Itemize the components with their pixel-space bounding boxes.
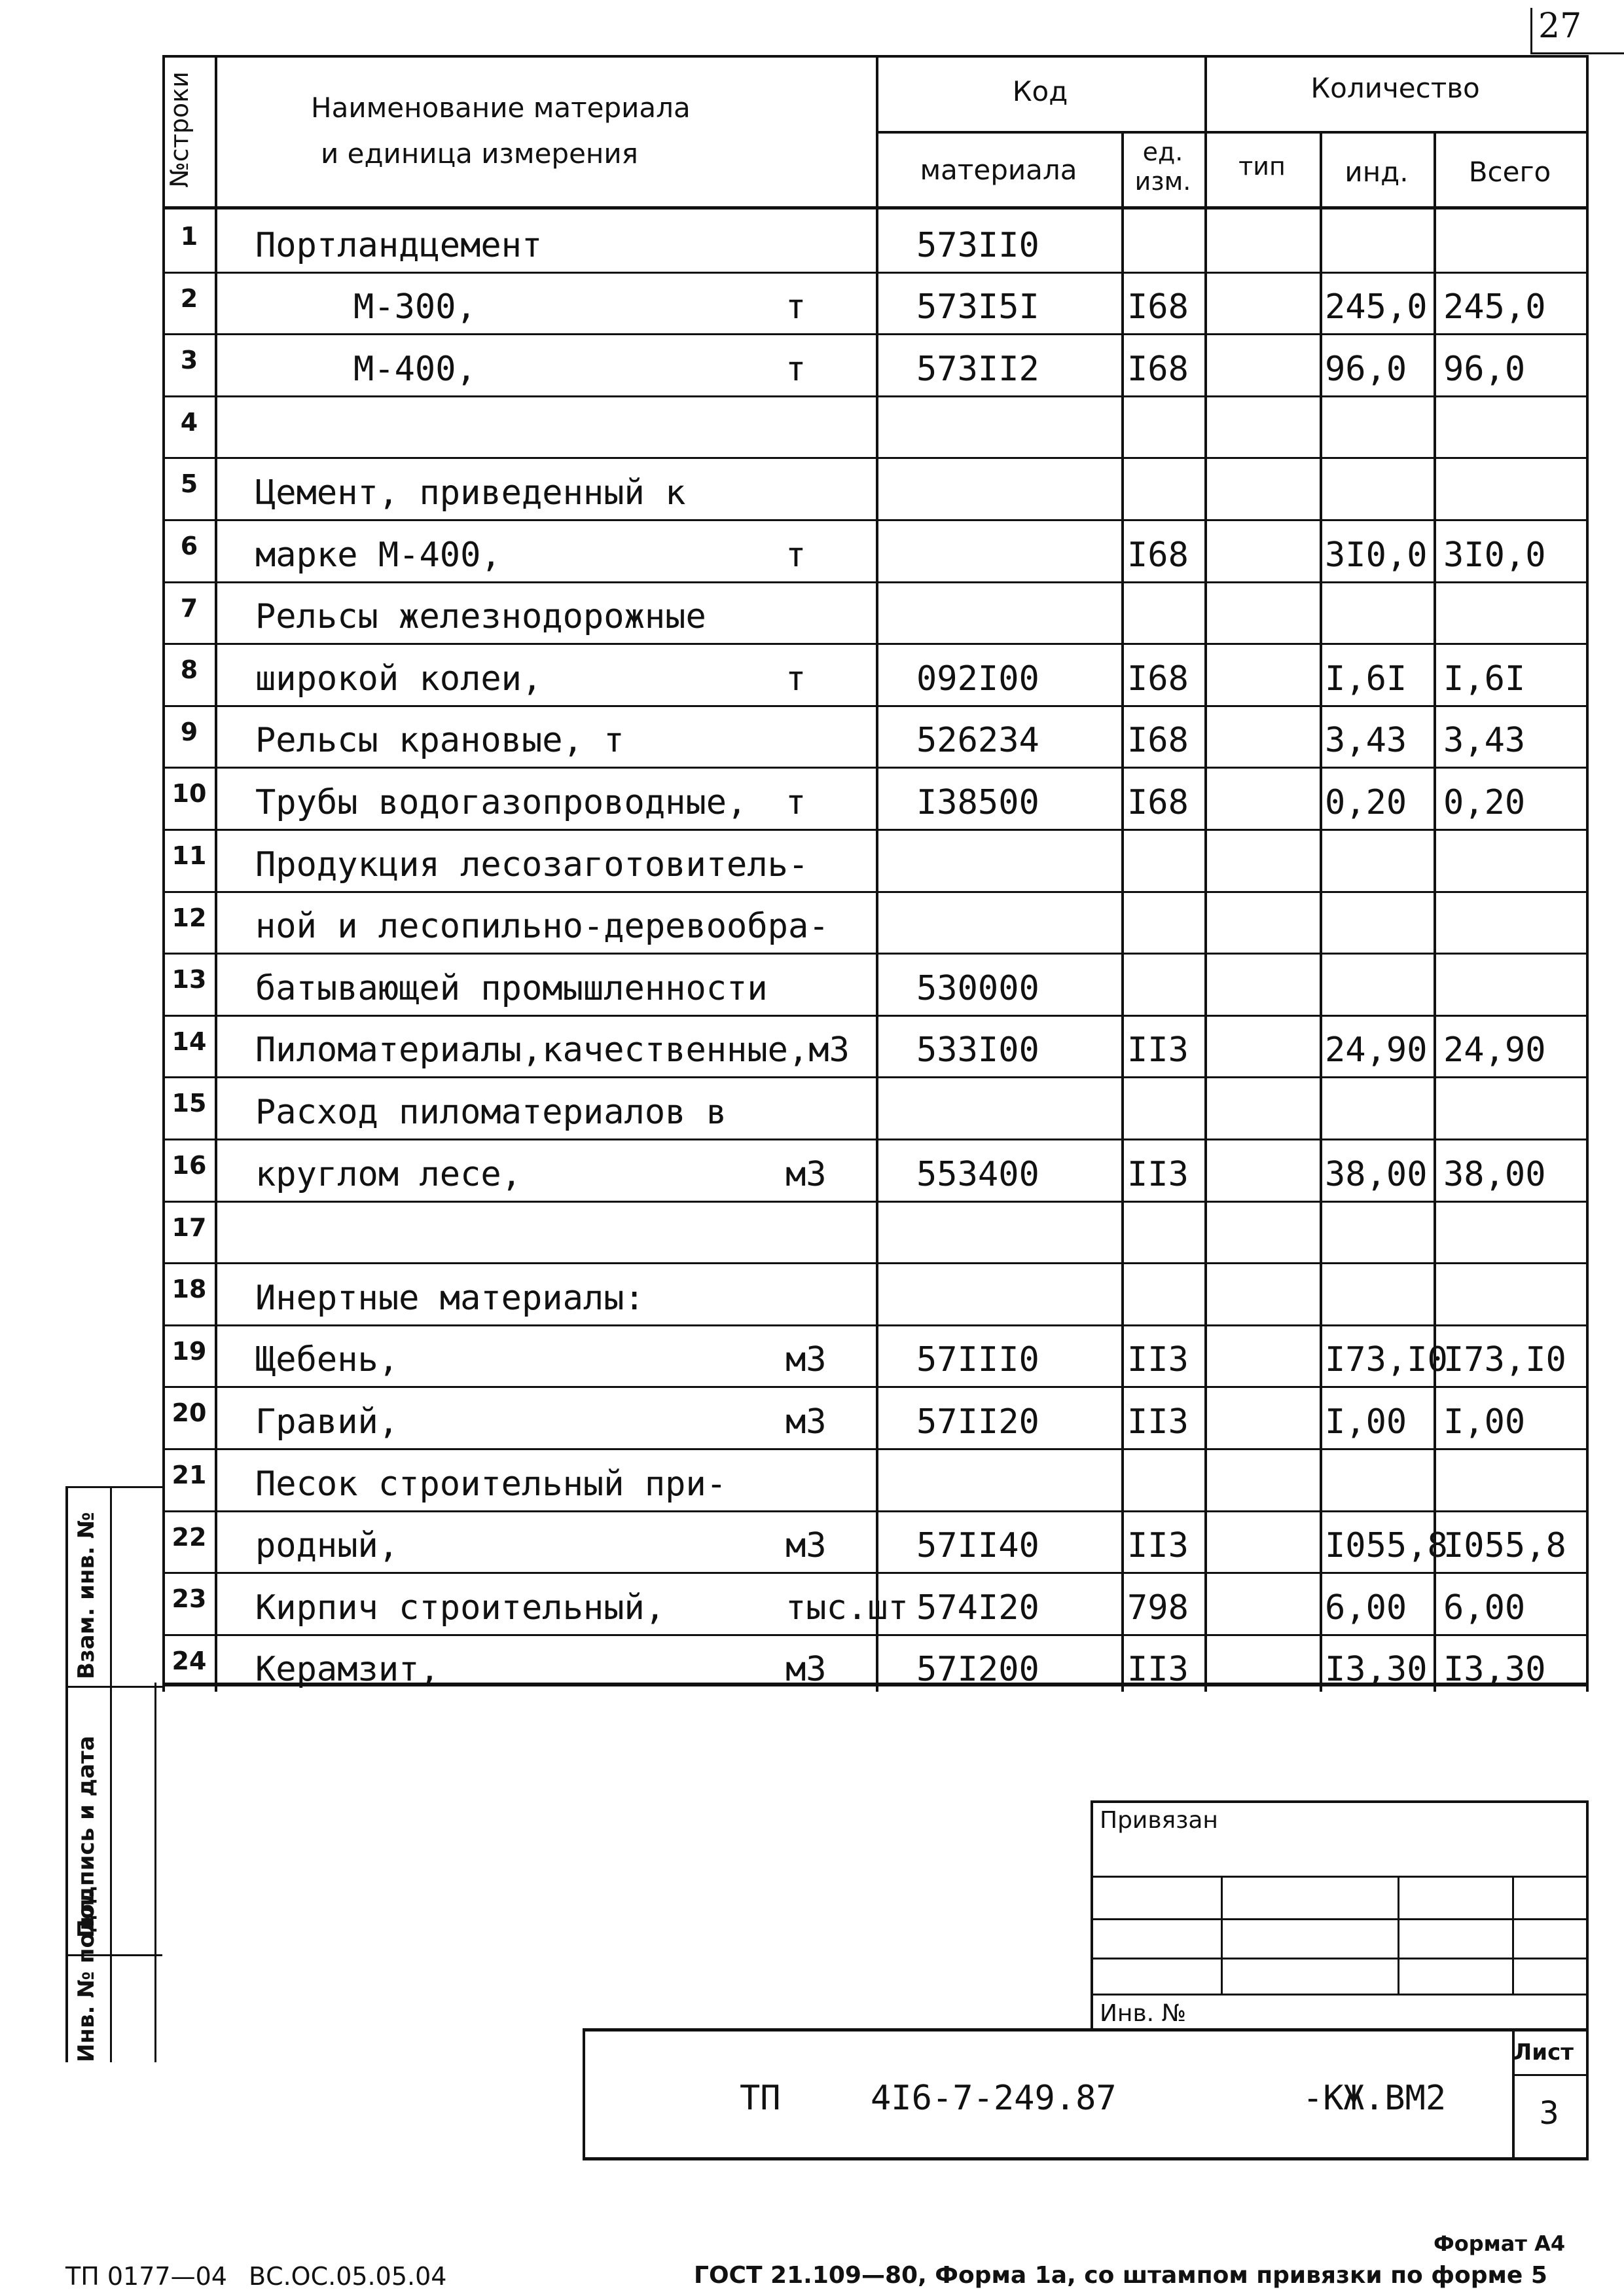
material-unit-name: т	[785, 783, 806, 822]
quantity-total: 24,90	[1443, 1030, 1546, 1070]
material-code: 526234	[916, 721, 1039, 761]
row-divider	[162, 1139, 1589, 1140]
row-number: 21	[171, 1461, 207, 1489]
row-number: 2	[180, 283, 198, 313]
quantity-total: 6,00	[1443, 1588, 1526, 1628]
row-divider	[162, 767, 1589, 769]
unit-header-line1: ед.	[1142, 137, 1183, 166]
material-unit-name: м3	[785, 1402, 827, 1442]
doc-code: 4I6-7-249.87	[871, 2079, 1117, 2118]
row-divider	[162, 1510, 1589, 1512]
material-code: 57II40	[916, 1526, 1039, 1566]
row-number: 10	[171, 779, 207, 809]
material-name: Трубы водогазопроводные,	[255, 783, 748, 822]
material-name: Цемент, приведенный к	[255, 473, 686, 513]
row-number: 7	[180, 593, 198, 623]
material-name: Пиломатериалы,качественные,м3	[255, 1030, 850, 1070]
quantity-ind: 24,90	[1325, 1030, 1428, 1070]
row-divider	[162, 705, 1589, 707]
material-code: 57II20	[916, 1402, 1039, 1442]
row-divider	[162, 519, 1589, 521]
row-number: 22	[171, 1522, 207, 1552]
ind-header: инд.	[1344, 156, 1409, 188]
row-divider	[162, 953, 1589, 955]
row-number-header: №строки	[165, 71, 194, 188]
material-unit-name: м3	[785, 1154, 827, 1194]
unit-code: I68	[1127, 721, 1189, 761]
row-divider	[162, 1324, 1589, 1326]
material-name: Гравий,	[255, 1402, 399, 1442]
material-code: 57I200	[916, 1650, 1039, 1690]
unit-code: II3	[1127, 1650, 1189, 1690]
row-number: 17	[171, 1212, 207, 1242]
row-divider	[162, 581, 1589, 583]
material-code: I38500	[916, 783, 1039, 822]
unit-code: II3	[1127, 1030, 1189, 1070]
unit-code: I68	[1127, 783, 1189, 822]
row-number: 1	[180, 222, 198, 251]
material-unit-name: т	[785, 659, 806, 699]
row-number: 18	[171, 1275, 207, 1304]
material-code: 530000	[916, 968, 1039, 1008]
quantity-total: I,6I	[1443, 659, 1526, 699]
material-code: 553400	[916, 1154, 1039, 1194]
quantity-ind: 96,0	[1325, 349, 1407, 389]
row-divider	[162, 1262, 1589, 1264]
material-name: Щебень,	[255, 1340, 399, 1380]
quantity-ind: I055,8	[1325, 1526, 1448, 1566]
row-divider	[162, 1076, 1589, 1078]
unit-code: 798	[1127, 1588, 1189, 1628]
row-number: 24	[171, 1646, 207, 1675]
material-unit-name: м3	[785, 1340, 827, 1380]
row-number: 11	[171, 841, 207, 870]
unit-code: II3	[1127, 1340, 1189, 1380]
quantity-total: 245,0	[1443, 287, 1546, 327]
row-number: 13	[171, 965, 207, 994]
row-divider	[162, 829, 1589, 831]
material-unit-name: м3	[785, 1526, 827, 1566]
sheet-number: 3	[1539, 2095, 1559, 2132]
row-number: 12	[171, 903, 207, 932]
quantity-ind: I,00	[1325, 1402, 1407, 1442]
material-name: марке М-400,	[255, 535, 501, 575]
quantity-total: 0,20	[1443, 783, 1526, 822]
quantity-total: I3,30	[1443, 1650, 1546, 1690]
sheet-label: Лист	[1513, 2039, 1574, 2066]
row-number: 5	[180, 469, 198, 499]
material-name: Керамзит,	[255, 1650, 440, 1690]
quantity-total: 96,0	[1443, 349, 1526, 389]
material-name: Рельсы крановые, т	[255, 721, 624, 761]
row-number: 14	[171, 1027, 207, 1056]
row-divider	[162, 395, 1589, 397]
quantity-ind: 6,00	[1325, 1588, 1407, 1628]
total-header: Всего	[1468, 156, 1551, 188]
footer-left-code: ТП 0177—04	[65, 2262, 227, 2291]
material-code: 574I20	[916, 1588, 1039, 1628]
row-divider	[162, 1572, 1589, 1574]
inv-no-label: Инв. №	[1100, 2000, 1187, 2027]
material-code: 573II0	[916, 225, 1039, 265]
unit-code: I68	[1127, 659, 1189, 699]
material-code: 533I00	[916, 1030, 1039, 1070]
quantity-total: 38,00	[1443, 1154, 1546, 1194]
row-number: 9	[180, 717, 198, 746]
material-name: Кирпич строительный,	[255, 1588, 666, 1628]
page-number-rule-v	[1530, 8, 1532, 54]
side-stamp-inv: Инв. № подл.	[73, 1889, 99, 2062]
row-divider	[162, 272, 1589, 274]
material-code: 573I5I	[916, 287, 1039, 327]
quantity-ind: 38,00	[1325, 1154, 1428, 1194]
material-code: 092I00	[916, 659, 1039, 699]
material-name: Рельсы железнодорожные	[255, 597, 706, 637]
row-number: 3	[180, 346, 198, 375]
format-label: Формат А4	[1434, 2231, 1566, 2256]
unit-code: II3	[1127, 1526, 1189, 1566]
page-number-rule	[1530, 52, 1624, 54]
unit-header-line2: изм.	[1134, 167, 1191, 196]
row-divider	[162, 1634, 1589, 1636]
footer-left-series: ВС.ОС.05.05.04	[249, 2262, 447, 2291]
quantity-ind: 3,43	[1325, 721, 1407, 761]
side-stamp-podpis: Подпись и дата	[73, 1736, 99, 1938]
row-number: 6	[180, 532, 198, 560]
code-header: Код	[1012, 75, 1068, 107]
row-number: 20	[171, 1398, 207, 1428]
material-name: М-400,	[353, 349, 477, 389]
unit-code: I68	[1127, 535, 1189, 575]
unit-code: II3	[1127, 1402, 1189, 1442]
material-name: батывающей промышленности	[255, 968, 768, 1008]
quantity-total: I,00	[1443, 1402, 1526, 1442]
material-unit-name: тыс.шт	[785, 1588, 909, 1628]
page-number: 27	[1538, 7, 1582, 46]
doc-suffix: -КЖ.ВМ2	[1303, 2079, 1447, 2118]
quantity-ind: I,6I	[1325, 659, 1407, 699]
material-unit-name: т	[785, 535, 806, 575]
material-code: 57III0	[916, 1340, 1039, 1380]
material-name: ной и лесопильно-деревообра-	[255, 907, 829, 947]
side-stamp-vzam: Взам. инв. №	[73, 1512, 99, 1679]
material-name: Расход пиломатериалов в	[255, 1093, 727, 1132]
row-divider	[162, 457, 1589, 459]
material-unit-name: т	[785, 349, 806, 389]
material-code-header: материала	[920, 154, 1077, 186]
material-name: Песок строительный при-	[255, 1464, 727, 1504]
row-divider	[162, 1386, 1589, 1388]
row-divider	[162, 1015, 1589, 1017]
material-name: Продукция лесозаготовитель-	[255, 845, 809, 884]
quantity-ind: 0,20	[1325, 783, 1407, 822]
unit-code: II3	[1127, 1154, 1189, 1194]
material-unit-name: м3	[785, 1650, 827, 1690]
unit-code: I68	[1127, 349, 1189, 389]
material-name: Инертные материалы:	[255, 1278, 645, 1318]
row-number: 15	[171, 1089, 207, 1118]
quantity-ind: I3,30	[1325, 1650, 1428, 1690]
row-number: 23	[171, 1584, 207, 1614]
quantity-ind: I73,I0	[1325, 1340, 1448, 1380]
material-name: широкой колеи,	[255, 659, 543, 699]
quantity-total: 3I0,0	[1443, 535, 1546, 575]
row-divider	[162, 333, 1589, 335]
type-header: тип	[1238, 152, 1286, 181]
row-divider	[162, 1448, 1589, 1450]
row-divider	[162, 1201, 1589, 1203]
row-number: 8	[180, 655, 198, 685]
row-number: 16	[171, 1151, 207, 1180]
quantity-ind: 3I0,0	[1325, 535, 1428, 575]
material-name: круглом лесе,	[255, 1154, 522, 1194]
doc-tp: ТП	[740, 2079, 781, 2118]
row-number: 19	[171, 1336, 207, 1366]
privyazan-label: Привязан	[1100, 1807, 1218, 1834]
material-name: Портландцемент	[255, 225, 543, 265]
quantity-ind: 245,0	[1325, 287, 1428, 327]
row-number: 4	[180, 407, 198, 437]
quantity-total: I73,I0	[1443, 1340, 1566, 1380]
quantity-total: 3,43	[1443, 721, 1526, 761]
name-header-line1: Наименование материала	[311, 92, 691, 124]
material-code: 573II2	[916, 349, 1039, 389]
material-name: родный,	[255, 1526, 399, 1566]
row-divider	[162, 643, 1589, 645]
material-name: М-300,	[353, 287, 477, 327]
row-divider	[162, 891, 1589, 893]
quantity-header: Количество	[1310, 72, 1480, 104]
material-unit-name: т	[785, 287, 806, 327]
unit-code: I68	[1127, 287, 1189, 327]
name-header-line2: и единица измерения	[321, 137, 638, 170]
quantity-total: I055,8	[1443, 1526, 1566, 1566]
footer-gost: ГОСТ 21.109—80, Форма 1а, со штампом привязки по форме 5	[694, 2262, 1547, 2289]
